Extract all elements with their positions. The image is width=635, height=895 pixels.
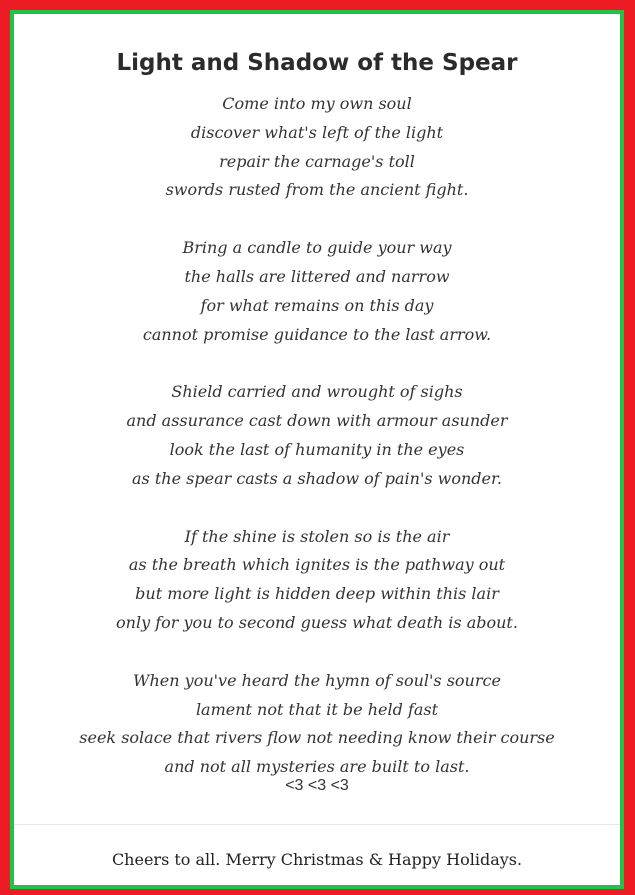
poem-line: repair the carnage's toll bbox=[219, 151, 415, 171]
poem-line: and not all mysteries are built to last. bbox=[164, 757, 470, 777]
poem-title: Light and Shadow of the Spear bbox=[116, 50, 518, 76]
poem-line: for what remains on this day bbox=[200, 295, 434, 315]
poem-line: When you've heard the hymn of soul's source bbox=[133, 670, 501, 690]
stanza-4 bbox=[14, 523, 620, 638]
poem-line: discover what's left of the light bbox=[190, 122, 444, 142]
poem-line: but more light is hidden deep within this lair bbox=[135, 584, 499, 604]
poem-line: only for you to second guess what death is about. bbox=[116, 612, 518, 632]
poem-line: and assurance cast down with armour asunder bbox=[126, 411, 508, 431]
poem-line: as the spear casts a shadow of pain's wonder. bbox=[132, 468, 502, 488]
footer-message: Cheers to all. Merry Christmas & Happy Holidays. bbox=[111, 850, 523, 869]
poem-body bbox=[14, 90, 620, 811]
stanza-1 bbox=[14, 90, 620, 205]
poem-line: seek solace that rivers flow not needing know their course bbox=[79, 728, 555, 748]
poem-line: Bring a candle to guide your way bbox=[182, 238, 452, 258]
poem-line: lament not that it be held fast bbox=[195, 699, 439, 719]
stanza-5 bbox=[14, 667, 620, 782]
poem-line: Shield carried and wrought of sighs bbox=[171, 382, 463, 402]
poem-line: the halls are littered and narrow bbox=[184, 266, 450, 286]
poem-line: as the breath which ignites is the pathway out bbox=[128, 555, 506, 575]
stanza-2 bbox=[14, 234, 620, 349]
poem-line: cannot promise guidance to the last arrow. bbox=[142, 324, 492, 344]
poem-line: swords rusted from the ancient fight. bbox=[165, 180, 469, 200]
hearts-text: <3 <3 <3 bbox=[285, 777, 349, 794]
poem-line: Come into my own soul bbox=[222, 94, 412, 113]
stanza-3 bbox=[14, 378, 620, 493]
poem-line: look the last of humanity in the eyes bbox=[169, 439, 465, 459]
divider bbox=[14, 824, 620, 825]
poem-line: If the shine is stolen so is the air bbox=[184, 526, 450, 546]
poem-card bbox=[14, 14, 620, 885]
